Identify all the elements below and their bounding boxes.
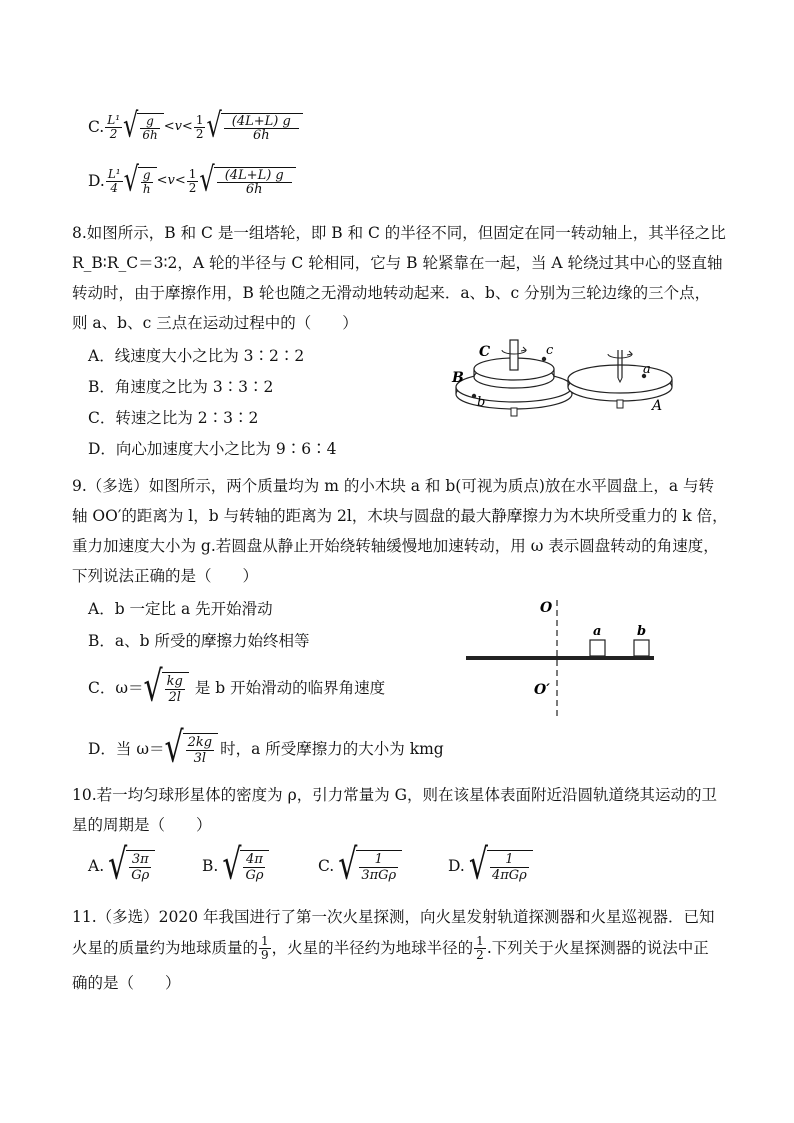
q9-option-d-suffix: 时，a 所受摩擦力的大小为 kmg bbox=[220, 740, 444, 758]
q7-c-inequality: <v< bbox=[163, 119, 193, 134]
q10-a-sqrt: √ $\frac{3\pi}{G\rho}$ bbox=[108, 850, 155, 883]
q7-c-half: $\frac{1}{2}$ bbox=[195, 112, 204, 141]
q8-label-C: C bbox=[479, 344, 491, 360]
q10-option-a[interactable] bbox=[88, 842, 155, 890]
q9-option-c-prefix: C．ω＝ bbox=[88, 679, 144, 697]
q10-option-a-label: A. bbox=[88, 857, 105, 875]
q7-option-c[interactable] bbox=[88, 105, 303, 145]
q9-option-c-suffix: 是 b 开始滑动的临界角速度 bbox=[194, 679, 386, 697]
q9-stem-line3: 重力加速度大小为 g.若圆盘从静止开始绕转轴缓慢地加速转动，用 ω 表示圆盘转动的角速度， bbox=[72, 537, 719, 555]
q8-label-A: A bbox=[652, 398, 663, 414]
q9-option-d-prefix: D．当 ω＝ bbox=[88, 740, 165, 758]
q7-option-d[interactable] bbox=[88, 159, 296, 199]
q10-c-sqrt: √ $\frac{1}{\text{3πGρ}}$ bbox=[338, 850, 402, 883]
q10-option-b[interactable] bbox=[202, 842, 269, 890]
q10-b-sqrt: √ $\frac{4\pi}{G\rho}$ bbox=[222, 850, 269, 883]
q8-stem-line3: 转动时，由于摩擦作用，B 轮也随之无滑动地转动起来．a、b、c 分别为三轮边缘的三个点， bbox=[72, 284, 711, 302]
q10-option-b-label: B. bbox=[202, 857, 219, 875]
q8-option-a[interactable]: A．线速度大小之比为 3∶2∶2 bbox=[88, 347, 305, 365]
q8-stem-line2: R_B∶R_C＝3∶2，A 轮的半径与 C 轮相同，它与 B 轮紧靠在一起，当 A 轮绕过其中心的竖直轴 bbox=[72, 254, 723, 272]
q8-stem-line4: 则 a、b、c 三点在运动过程中的（ ） bbox=[72, 314, 358, 332]
q11-stem-line2 bbox=[72, 930, 709, 966]
q7-d-half: $\frac{1}{2}$ bbox=[188, 166, 197, 195]
q9-label-O-prime: O′ bbox=[534, 682, 550, 698]
q10-d-sqrt: √ $\frac{1}{\text{4πGρ}}$ bbox=[469, 850, 533, 883]
q7-c-coefficient: $\frac{\text{L¹}}{2}$ bbox=[107, 112, 121, 141]
q9-c-sqrt: √ $\frac{kg}{2l}$ bbox=[144, 672, 189, 705]
q9-option-a[interactable]: A．b 一定比 a 先开始滑动 bbox=[88, 600, 273, 618]
q8-option-d[interactable]: D．向心加速度大小之比为 9∶6∶4 bbox=[88, 440, 337, 458]
q7-d-inequality: <v< bbox=[156, 173, 186, 188]
q11-stem-line2-a: 火星的质量约为地球质量的 bbox=[72, 939, 259, 957]
q7-c-sqrt-right: √ $\frac{(4L+L) g}{6h}$ bbox=[206, 113, 302, 142]
q9-label-a: a bbox=[593, 624, 602, 639]
q7-option-d-label: D. bbox=[88, 172, 105, 190]
q7-option-c-label: C. bbox=[88, 118, 105, 136]
q8-label-a: a bbox=[643, 362, 651, 377]
q10-option-d-label: D. bbox=[448, 857, 465, 875]
q9-stem-line4: 下列说法正确的是（ ） bbox=[72, 567, 259, 585]
q9-option-d[interactable] bbox=[88, 725, 444, 773]
q10-stem-line1: 10.若一均匀球形星体的密度为 ρ，引力常量为 G，则在该星体表面附近沿圆轨道绕其运动的卫 bbox=[72, 786, 718, 804]
q9-stem-line2: 轴 OO′的距离为 l，b 与转轴的距离为 2l，木块与圆盘的最大静摩擦力为木块所受重力的 k 倍， bbox=[72, 507, 728, 525]
q9-disk-figure bbox=[462, 598, 662, 718]
q10-stem-line2: 星的周期是（ ） bbox=[72, 816, 212, 834]
q8-label-b: b bbox=[477, 395, 486, 410]
q8-option-b[interactable]: B．角速度之比为 3∶3∶2 bbox=[88, 378, 274, 396]
q11-stem-line1: 11.（多选）2020 年我国进行了第一次火星探测，向火星发射轨道探测器和火星巡视器．已知 bbox=[72, 908, 715, 926]
q7-c-sqrt-left: √ $\frac{g}{6h}$ bbox=[123, 113, 164, 142]
q11-mass-ratio: $\frac{1}{9}$ bbox=[261, 933, 269, 962]
q7-d-sqrt-left: √ $\frac{g}{h}$ bbox=[124, 167, 157, 196]
q7-d-coefficient: $\frac{\text{L¹}}{4}$ bbox=[107, 166, 121, 195]
q9-d-sqrt: √ $\frac{2kg}{3l}$ bbox=[165, 733, 219, 766]
q8-label-c: c bbox=[546, 343, 554, 358]
q11-stem-line2-c: .下列关于火星探测器的说法中正 bbox=[486, 939, 709, 957]
q10-option-d[interactable] bbox=[448, 842, 533, 890]
q8-label-B: B bbox=[452, 370, 464, 386]
q11-stem-line3: 确的是（ ） bbox=[72, 974, 181, 992]
q11-radius-ratio: $\frac{1}{2}$ bbox=[476, 933, 484, 962]
q11-stem-line2-b: ，火星的半径约为地球半径的 bbox=[271, 939, 474, 957]
q8-option-c[interactable]: C．转速之比为 2∶3∶2 bbox=[88, 409, 259, 427]
q8-pulley-figure bbox=[448, 332, 688, 424]
q9-stem-line1: 9.（多选）如图所示，两个质量均为 m 的小木块 a 和 b(可视为质点)放在水平圆盘上，a 与转 bbox=[72, 477, 715, 495]
q10-option-c-label: C. bbox=[318, 857, 335, 875]
q9-label-O: O bbox=[540, 600, 553, 616]
q9-option-b[interactable]: B．a、b 所受的摩擦力始终相等 bbox=[88, 632, 310, 650]
q8-stem-line1: 8.如图所示，B 和 C 是一组塔轮，即 B 和 C 的半径不同，但固定在同一转动轴上，其半径之比 bbox=[72, 224, 726, 242]
q7-d-sqrt-right: √ $\frac{(4L+L) g}{6h}$ bbox=[199, 167, 295, 196]
q9-option-c[interactable] bbox=[88, 664, 385, 712]
q9-label-b: b bbox=[637, 624, 647, 639]
q10-option-c[interactable] bbox=[318, 842, 402, 890]
